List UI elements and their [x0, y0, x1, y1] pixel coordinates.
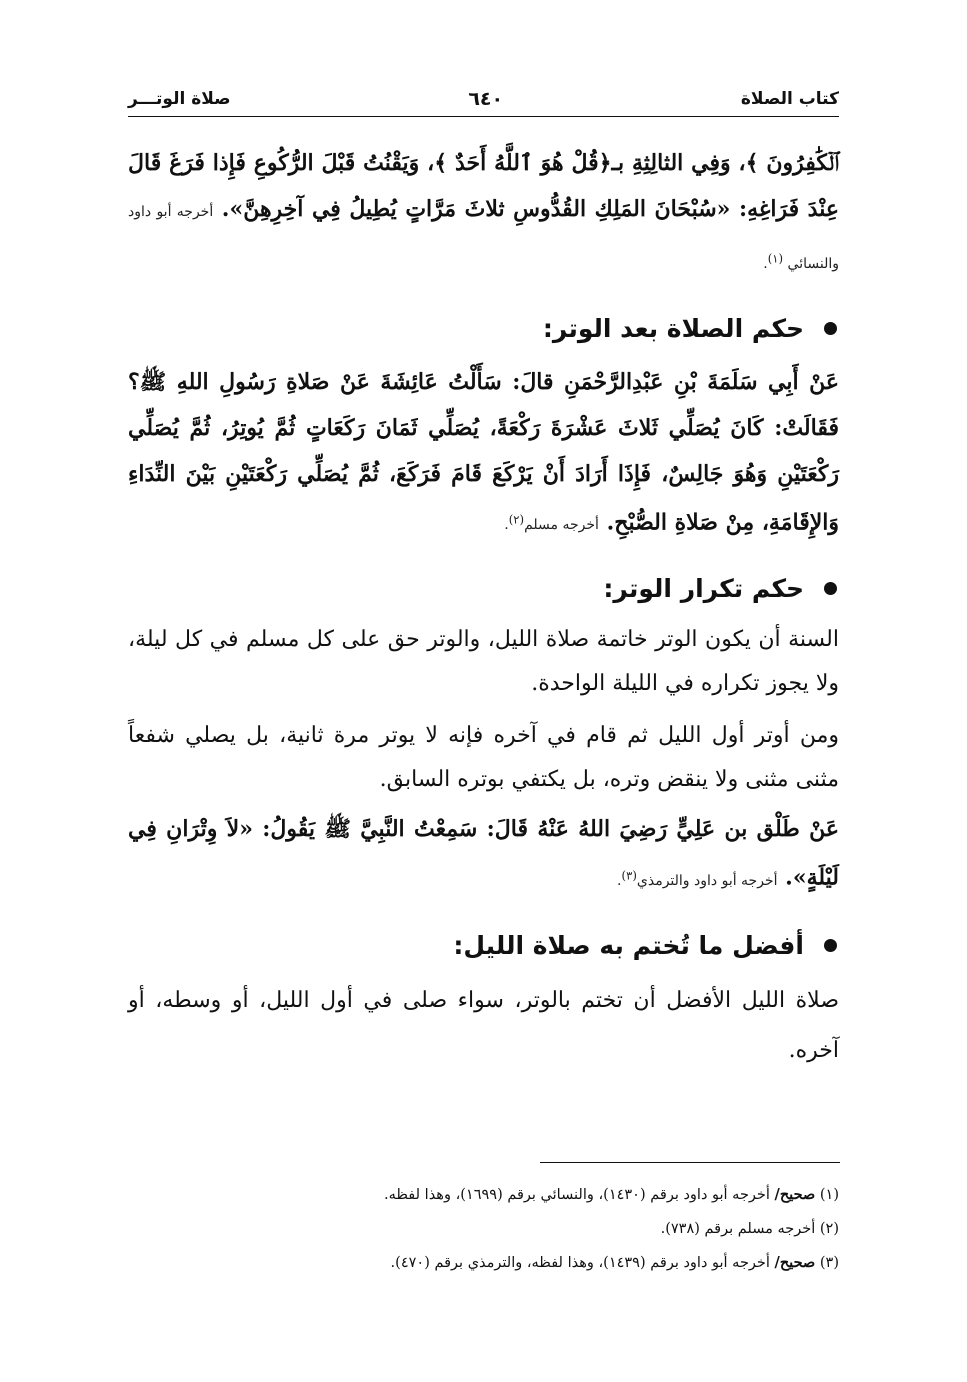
hadith-source-text: أخرجه مسلم	[524, 517, 599, 534]
footnote	[128, 1246, 839, 1280]
hadith-text: عَنْ طَلْق بن عَلِيٍّ رَضِيَ اللهُ عَنْهُ قَالَ: سَمِعْتُ النَّبِيَّ ﷺ يَقُولُ: «لاَ وِتْرَانِ فِي لَيْلَةٍ».	[128, 816, 839, 891]
footnote-marker: (٢)	[508, 512, 525, 527]
body-paragraph: السنة أن يكون الوتر خاتمة صلاة الليل، والوتر حق على كل مسلم في كل ليلة، ولا يجوز تكراره في الليلة الواحدة.	[128, 627, 839, 697]
footnote-number: (٢)	[819, 1221, 839, 1237]
footnotes	[128, 1178, 839, 1280]
intro-line-2: فَإِذا فَرَغَ قَالَ عِنْدَ فَرَاغِهِ: «سُبْحَانَ المَلِكِ القُدُّوسِ ثلاثَ مَرَّاتٍ يُطِيلُ فِي	[128, 150, 839, 222]
footnote-text: أخرجه أبو داود برقم (١٤٣٩)، وهذا لفظه، والترمذي برقم (٤٧٠).	[390, 1255, 770, 1271]
body-paragraph: صلاة الليل الأفضل أن تختم بالوتر، سواء صلى في أول الليل، أو وسطه، أو آخره.	[128, 987, 839, 1063]
footnote-marker: (١)	[767, 251, 784, 265]
footnote	[128, 1178, 839, 1212]
header-divider	[128, 116, 839, 117]
footnote-grade: صحيح/	[774, 1254, 816, 1271]
hadith-source-text: أخرجه أبو داود والترمذي	[636, 872, 778, 889]
footnote-text: أخرجه مسلم برقم (٧٣٨).	[660, 1221, 816, 1237]
hadith-text: عَنْ أَبِي سَلَمَةَ بْنِ عَبْدِالرَّحْمَنِ قالَ: سَأَلْتُ عَائِشَةَ عَنْ صَلاةِ رَسُولِ اللهِ ﷺ؟ فَقَالَتْ: كَانَ يُصَلِّي ثَلاثَ عَشْرَةَ رَكْعَةً، يُصَلِّي ثَمَانَ رَكَعَاتٍ ثُمَّ يُوتِرُ، ثُمَّ يُصَلِّي رَكْعَتَيْنِ وَهُوَ جَالِسٌ، فَإِذَا أَرَادَ أَنْ يَرْكَعَ قَامَ فَرَكَعَ، ثُمَّ يُصَلِّي رَكْعَتَيْنِ بَيْنَ النِّدَاءِ وَالإِقَامَةِ، مِنْ صَلاةِ الصُّبْحِ.	[128, 368, 839, 536]
intro-source: أخرجه أبو داود والنسائي $^{(١)}$.	[128, 204, 839, 272]
hadith-source: أخرجه مسلم$^{(٢)}$.	[504, 512, 599, 534]
intro-source-text: أخرجه أبو داود والنسائي	[128, 204, 839, 272]
section-title: حكم تكرار الوتر:	[603, 573, 804, 603]
footnote-divider	[540, 1162, 840, 1163]
section-heading	[128, 926, 839, 966]
chapter-title: صلاة الوتـــر	[128, 89, 231, 109]
book-title: كتاب الصلاة	[740, 89, 839, 109]
bullet-icon	[824, 582, 837, 595]
section-heading	[128, 568, 839, 608]
bullet-icon	[824, 322, 837, 335]
main-content	[128, 140, 839, 1076]
body-paragraph: ومن أوتر أول الليل ثم قام في آخره فإنه لا يوتر مرة ثانية، بل يصلي شفعاً مثنى مثنى ولا ينقض وتره، بل يكتفي بوتره السابق.	[128, 723, 839, 793]
hadith-paragraph	[128, 359, 839, 549]
hadith-source: أخرجه أبو داود والترمذي$^{(٣)}$.	[617, 868, 778, 889]
footnote	[128, 1212, 839, 1246]
page-header	[128, 84, 839, 114]
section-heading	[128, 309, 839, 349]
footnote-marker: (٣)	[621, 868, 637, 883]
section-title: أفضل ما تُختم به صلاة الليل:	[453, 931, 804, 961]
footnote-number: (١)	[819, 1187, 839, 1203]
intro-line-1: ﭐﻟۡﻜَٰﻔِﺮُﻭﻥَ ﴾، وَفِي الثالِثِةِ بـ﴿قُلْ هُوَ ٱللَّهُ أَحَدٌ ﴾، وَيَقْنُتُ قَبْلَ الرُّكُوعِ	[253, 150, 839, 176]
intro-paragraph	[128, 140, 839, 287]
footnote-grade: صحيح/	[774, 1186, 816, 1203]
footnote-number: (٣)	[819, 1255, 839, 1271]
hadith-paragraph	[128, 806, 839, 904]
section-title: حكم الصلاة بعد الوتر:	[542, 314, 804, 344]
page-number: ٦٤٠	[468, 88, 504, 110]
bullet-icon	[824, 939, 837, 952]
intro-line-3: آخِرِهِنَّ».	[221, 196, 304, 222]
footnote-text: أخرجه أبو داود برقم (١٤٣٠)، والنسائي برقم (١٦٩٩)، وهذا لفظه.	[384, 1187, 770, 1203]
